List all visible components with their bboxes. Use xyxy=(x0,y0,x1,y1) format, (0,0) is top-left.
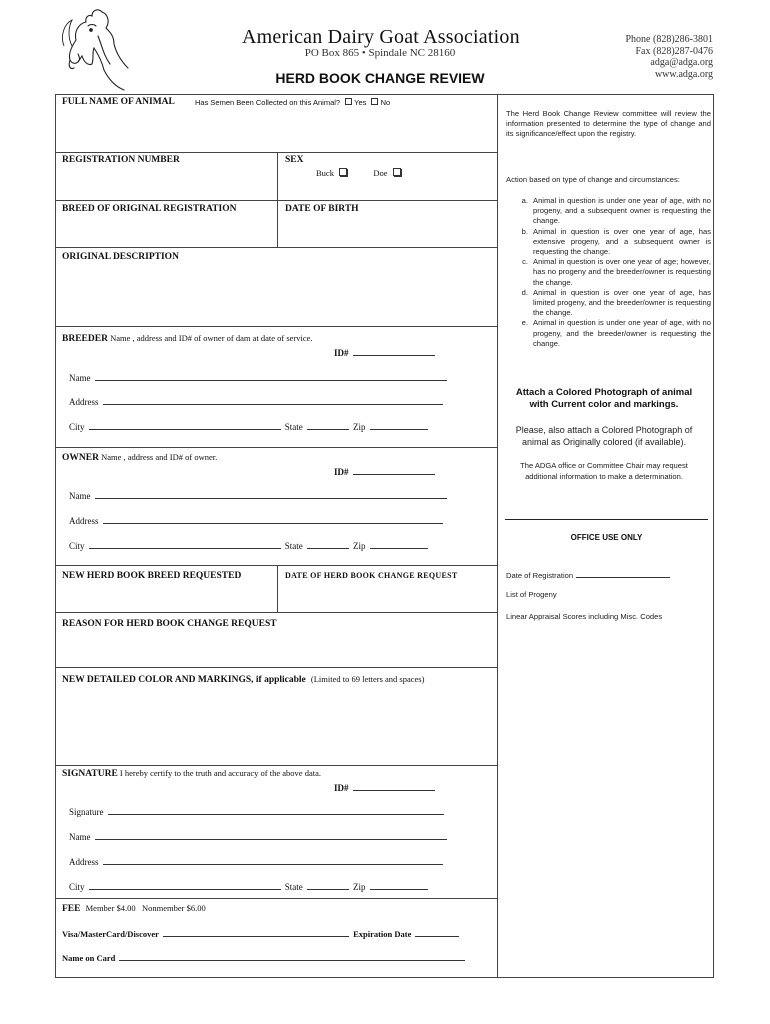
divider-7 xyxy=(55,612,497,613)
breeder-city-field[interactable] xyxy=(69,420,428,432)
list-item xyxy=(506,257,711,288)
reason-label: REASON FOR HERD BOOK CHANGE REQUEST xyxy=(62,619,277,629)
signature-name-label: Name xyxy=(69,832,91,842)
list-item-text: Animal in question is over one year of age, has limited progeny, and the breeder/owner is requesting the change. xyxy=(533,287,711,318)
breeder-address-field[interactable] xyxy=(69,395,443,407)
no-label: No xyxy=(380,98,391,107)
action-heading: Action based on type of change and circumstances: xyxy=(506,175,680,184)
sex-label: SEX xyxy=(285,155,304,165)
signature-id-label: ID# xyxy=(334,783,349,793)
breeder-city-label: City xyxy=(69,422,85,432)
owner-city-field[interactable] xyxy=(69,539,428,551)
adga-note: The ADGA office or Committee Chair may request additional information to make a determination. xyxy=(520,461,688,481)
fee-desc: Member $4.00 Nonmember $6.00 xyxy=(85,903,206,913)
list-item xyxy=(506,227,711,258)
signature-id-field[interactable] xyxy=(334,781,435,793)
signature-name-field[interactable] xyxy=(69,830,447,842)
breeder-name-field[interactable] xyxy=(69,371,447,383)
fee-label: FEE xyxy=(62,904,81,914)
breeder-label: BREEDER xyxy=(62,334,108,344)
list-item-mark: a. xyxy=(521,196,528,205)
list-item xyxy=(506,196,711,227)
date-registration-label: Date of Registration xyxy=(506,571,574,580)
card-number-field[interactable] xyxy=(62,927,459,939)
list-item-mark: e. xyxy=(521,318,528,328)
org-name: American Dairy Goat Association xyxy=(242,26,520,48)
breeder-id-label: ID# xyxy=(334,348,349,358)
divider-6 xyxy=(55,565,497,566)
name-on-card-field[interactable] xyxy=(62,951,465,963)
breeder-state-label: State xyxy=(284,422,303,432)
buck-checkbox[interactable] xyxy=(339,168,347,176)
list-item-mark: d. xyxy=(521,287,528,297)
signature-field-label: Signature xyxy=(69,807,104,817)
office-use-heading: OFFICE USE ONLY xyxy=(570,533,643,542)
linear-appraisal-label: Linear Appraisal Scores including Misc. Codes xyxy=(506,612,663,621)
photo-heading: Attach a Colored Photograph of animal with Current color and markings. xyxy=(515,387,693,410)
signature-city-field[interactable] xyxy=(69,880,428,892)
signature-zip-label: Zip xyxy=(353,882,366,892)
date-registration-field[interactable] xyxy=(506,569,670,580)
semen-question xyxy=(195,98,390,107)
divider-8 xyxy=(55,667,497,668)
website-link[interactable]: www.adga.org xyxy=(654,68,713,80)
full-name-label: FULL NAME OF ANIMAL xyxy=(62,97,175,107)
contact-block xyxy=(580,34,713,80)
owner-address-field[interactable] xyxy=(69,514,443,526)
owner-id-label: ID# xyxy=(334,467,349,477)
fax-number: Fax (828)287-0476 xyxy=(635,45,713,57)
divider-5 xyxy=(55,447,497,448)
signature-city-label: City xyxy=(69,882,85,892)
owner-address-label: Address xyxy=(69,516,99,526)
owner-zip-label: Zip xyxy=(353,541,366,551)
email-link[interactable]: adga@adga.org xyxy=(650,57,713,68)
list-item xyxy=(506,318,711,349)
yes-label: Yes xyxy=(354,98,367,107)
divider-1 xyxy=(55,152,497,153)
photo-note: Please, also attach a Colored Photograph of animal as Originally colored (if available). xyxy=(515,425,693,447)
divider-10 xyxy=(55,898,497,899)
doe-checkbox[interactable] xyxy=(393,168,401,176)
yes-checkbox[interactable] xyxy=(345,98,352,105)
breeder-id-field[interactable] xyxy=(334,346,435,358)
breeder-heading xyxy=(62,333,313,344)
date-request-label: DATE OF HERD BOOK CHANGE REQUEST xyxy=(285,571,458,580)
goat-head-logo xyxy=(58,6,138,94)
no-checkbox[interactable] xyxy=(371,98,378,105)
breeder-name-label: Name xyxy=(69,373,91,383)
list-item xyxy=(506,288,711,319)
owner-city-label: City xyxy=(69,541,85,551)
signature-address-label: Address xyxy=(69,857,99,867)
signature-state-label: State xyxy=(284,882,303,892)
list-item-mark: b. xyxy=(521,226,528,236)
signature-heading xyxy=(62,768,321,779)
breeder-zip-label: Zip xyxy=(353,422,366,432)
list-item-mark: c. xyxy=(522,257,528,267)
breeder-desc: Name , address and ID# of owner of dam at date of service. xyxy=(110,333,313,343)
office-use-divider xyxy=(505,519,708,520)
form-title: HERD BOOK CHANGE REVIEW xyxy=(275,70,485,86)
owner-heading xyxy=(62,452,217,463)
list-item-text: Animal in question is over one year of age; however, has no progeny and the breeder/owner is requesting the change. xyxy=(533,257,711,287)
date-of-birth-label: DATE OF BIRTH xyxy=(285,204,359,214)
breed-original-label: BREED OF ORIGINAL REGISTRATION xyxy=(62,204,237,214)
breeder-address-label: Address xyxy=(69,397,99,407)
divider-3 xyxy=(55,247,497,248)
expiration-label: Expiration Date xyxy=(353,929,412,939)
list-item-text: Animal in question is under one year of age, with no progeny, and a subsequent owner is requesting the change. xyxy=(533,196,711,226)
card-label: Visa/MasterCard/Discover xyxy=(62,929,159,939)
semen-question-text: Has Semen Been Collected on this Animal? xyxy=(195,98,341,107)
owner-label: OWNER xyxy=(62,453,99,463)
column-divider xyxy=(497,94,498,978)
registration-number-label: REGISTRATION NUMBER xyxy=(62,155,180,165)
owner-desc: Name , address and ID# of owner. xyxy=(101,452,218,462)
doe-label: Doe xyxy=(373,168,388,178)
divider-v1 xyxy=(277,152,278,247)
sex-options xyxy=(316,168,401,178)
name-on-card-label: Name on Card xyxy=(62,953,116,963)
fee-heading xyxy=(62,903,206,914)
divider-2 xyxy=(55,200,497,201)
signature-desc: I hereby certify to the truth and accuracy of the above data. xyxy=(119,768,321,778)
owner-name-field[interactable] xyxy=(69,489,447,501)
color-heading xyxy=(62,674,424,685)
new-breed-label: NEW HERD BOOK BREED REQUESTED xyxy=(62,571,242,581)
divider-v2 xyxy=(277,565,278,612)
sidebar-intro: The Herd Book Change Review committee will review the information presented to determine the type of change and its significance/effect upon the registry. xyxy=(506,109,711,139)
list-item-text: Animal in question is over one year of age, has extensive progeny, and a subsequent owner is requesting the change. xyxy=(533,226,711,257)
list-progeny-label: List of Progeny xyxy=(506,590,557,599)
color-limit: (Limited to 69 letters and spaces) xyxy=(310,674,425,684)
list-item-text: Animal in question is under one year of age, with no progeny, and the breeder/owner is requesting the change. xyxy=(533,318,711,348)
owner-id-field[interactable] xyxy=(334,465,435,477)
signature-address-field[interactable] xyxy=(69,855,443,867)
signature-label: SIGNATURE xyxy=(62,769,118,779)
divider-4 xyxy=(55,326,497,327)
buck-label: Buck xyxy=(316,168,334,178)
divider-9 xyxy=(55,765,497,766)
original-description-label: ORIGINAL DESCRIPTION xyxy=(62,252,179,262)
owner-name-label: Name xyxy=(69,491,91,501)
owner-state-label: State xyxy=(284,541,303,551)
org-address: PO Box 865 • Spindale NC 28160 xyxy=(304,47,456,59)
phone-number: Phone (828)286-3801 xyxy=(625,34,713,45)
color-label: NEW DETAILED COLOR AND MARKINGS, if applicable xyxy=(62,675,306,685)
action-list xyxy=(506,196,711,349)
signature-field[interactable] xyxy=(69,805,444,817)
